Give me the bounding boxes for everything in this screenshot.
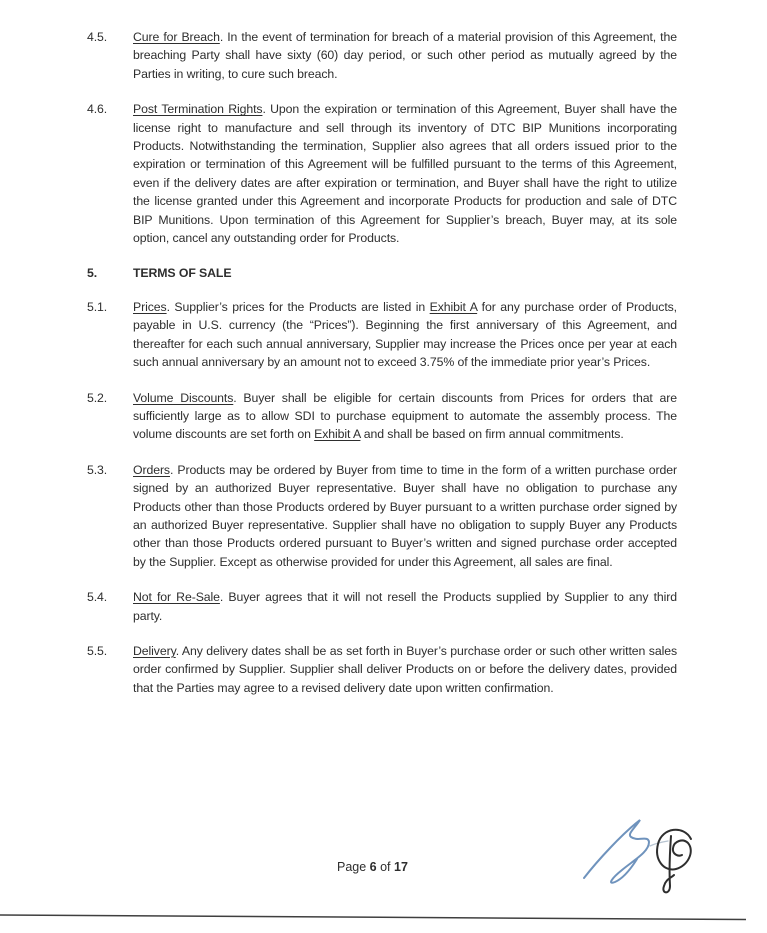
clause-text: . Products may be ordered by Buyer from time to time in the form of a written purchase order signed by an authorized Buyer representative. Buyer shall have no obligation to purchase any Products other than those Products ordered by Buyer pursuant to a written purchase order signed by an authorized Buyer representative. Supplier shall have no obligation to supply Buyer any Products other than those Products ordered pursuant to Buyer’s written and signed purchase order accepted by the Supplier. Except as otherwise provided for under this Agreement, all sales are final. [133, 462, 677, 569]
exhibit-reference: Exhibit A [314, 427, 361, 442]
page-number-current: 6 [369, 860, 377, 874]
clause-text: and shall be based on firm annual commitments. [360, 427, 624, 442]
section-paragraph [133, 28, 677, 83]
section-5-5 [87, 642, 677, 697]
page-number-text: Page [337, 860, 370, 874]
section-paragraph [133, 588, 677, 625]
clause-text: . In the event of termination for breach of a material provision of this Agreement, the breaching Party shall have sixty (60) day period, or such other period as mutually agreed by the Parties in writing, to cure such breach. [133, 30, 677, 81]
clause-text: . Buyer agrees that it will not resell the Products supplied by Supplier to any third party. [133, 590, 677, 623]
section-5-1 [87, 298, 677, 372]
heading-text: TERMS OF SALE [133, 266, 232, 281]
section-number: 5.3. [87, 462, 108, 477]
section-5-heading [87, 264, 677, 282]
section-number: 5. [87, 266, 98, 281]
section-paragraph [133, 461, 677, 571]
section-paragraph [133, 298, 677, 372]
handwritten-initials [578, 798, 723, 918]
page-number-total: 17 [394, 860, 408, 874]
section-number: 5.4. [87, 590, 108, 605]
section-number: 4.6. [87, 102, 108, 117]
clause-text: . Buyer shall be eligible for certain discounts from Prices for orders that are sufficiently large as to allow SDI to purchase equipment to automate the assembly process. The volume discounts are set forth on [133, 390, 677, 442]
clause-title: Prices [133, 299, 167, 314]
section-4-6 [87, 100, 677, 247]
section-heading [133, 264, 677, 282]
section-5-2 [87, 389, 677, 444]
section-number: 5.1. [87, 299, 108, 314]
clause-title: Delivery [133, 643, 176, 658]
section-number: 5.2. [87, 390, 108, 405]
section-4-5 [87, 28, 677, 83]
section-5-4 [87, 588, 677, 625]
page-number-text: of [376, 860, 394, 874]
exhibit-reference: Exhibit A [429, 299, 478, 314]
section-paragraph [133, 389, 677, 444]
clause-title: Post Termination Rights [133, 102, 263, 117]
clause-title: Cure for Breach [133, 30, 220, 44]
page-number [337, 858, 408, 876]
clause-text: for any purchase order of Products, payable in U.S. currency (the “Prices”). Beginning the first anniversary of this Agreement, and thereafter for each such annual anniversary, Supplier may increase the Prices once per year at each such annual anniversary by an amount not to exceed 3.75% of the immediate prior year’s Prices. [133, 299, 677, 370]
clause-text: . Upon the expiration or termination of this Agreement, Buyer shall have the license right to manufacture and sell through its inventory of DTC BIP Munitions incorporating Products. Notwithstanding the termination, Supplier also agrees that all orders issued prior to the expiration or termination of this Agreement will be fulfilled pursuant to the terms of this Agreement, even if the delivery dates are after expiration or termination, and Buyer shall have the right to utilize the license granted under this Agreement and incorporate Products for production and sale of DTC BIP Munitions. Upon termination of this Agreement for Supplier’s breach, Buyer may, at its sole option, cancel any outstanding order for Products. [133, 102, 677, 246]
scan-edge-line [0, 910, 767, 924]
clause-title: Volume Discounts [133, 390, 234, 405]
clause-title: Orders [133, 462, 170, 477]
section-paragraph [133, 100, 677, 247]
clause-text: . Supplier’s prices for the Products are listed in [166, 299, 430, 314]
section-number: 4.5. [87, 30, 108, 44]
section-5-3 [87, 461, 677, 571]
clause-text: . Any delivery dates shall be as set forth in Buyer’s purchase order or such other written sales order confirmed by Supplier. Supplier shall deliver Products on or before the delivery dates, provided that the Parties may agree to a revised delivery date upon written confirmation. [133, 643, 677, 695]
section-paragraph [133, 642, 677, 697]
initials-black-icon [657, 830, 691, 893]
initials-blue-icon [584, 820, 668, 883]
section-number: 5.5. [87, 643, 108, 658]
clause-title: Not for Re-Sale [133, 590, 220, 605]
